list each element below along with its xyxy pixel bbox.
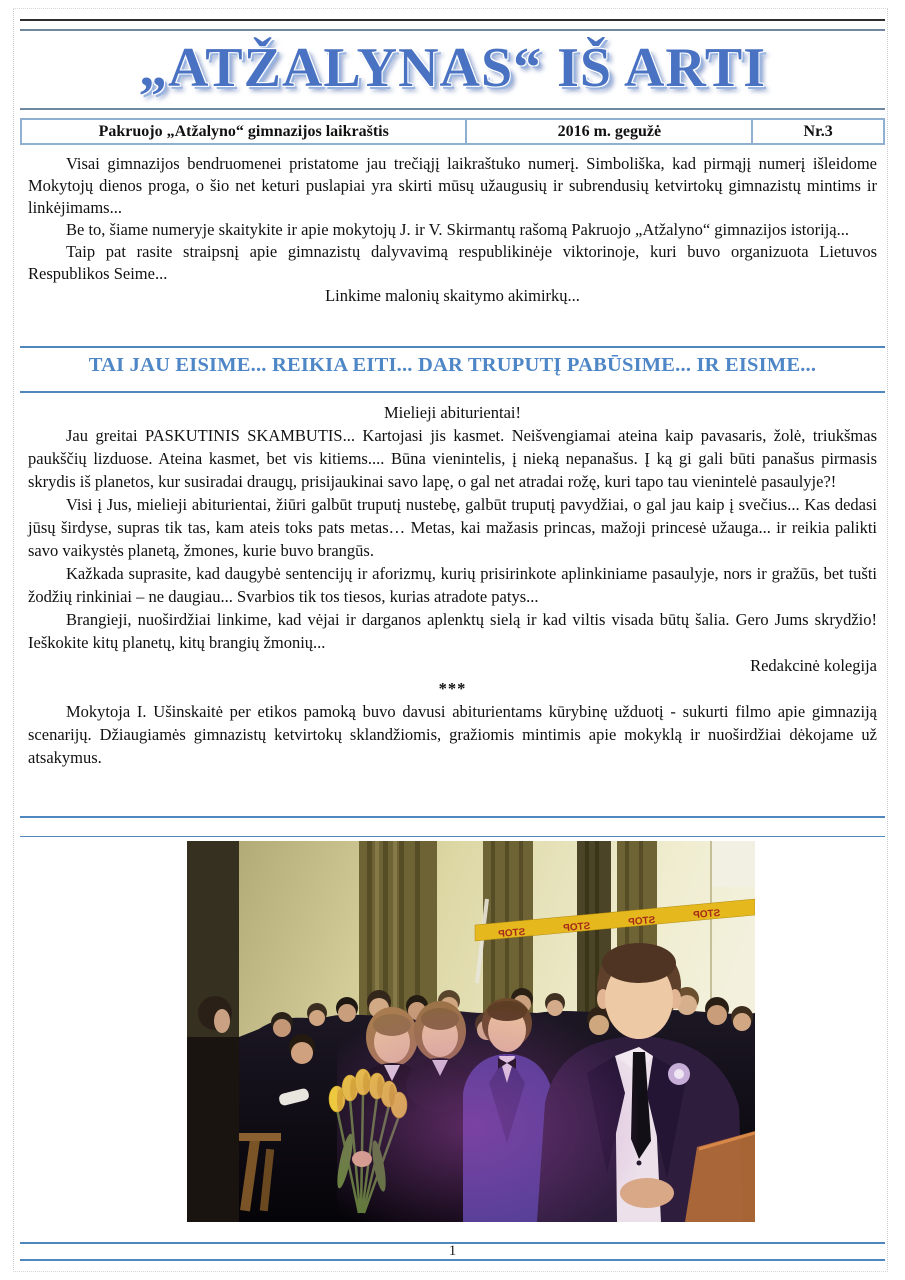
masthead [20, 29, 885, 110]
intro-closing-line: Linkime malonių skaitymo akimirkų... [325, 286, 580, 305]
tape-text: STOP [627, 914, 656, 929]
article-note: Mokytoja I. Ušinskaitė per etikos pamoką buvo davusi abiturientams kūrybinę užduotį - sukurti filmo apie gimnaziją scenarijų. Džiaugiamės gimnazistų ketvirtokų sklandžiomis, gražiomis mintimis apie mokyklą ir nuoširdžiai dėkojame už atsakymus. [28, 702, 877, 767]
top-rule [20, 19, 885, 21]
intro-paragraph-2: Be to, šiame numeryje skaitykite ir apie mokytojų J. ir V. Skirmantų rašomą Pakruojo „Atžalyno“ gimnazijos istoriją... [66, 220, 850, 239]
article-salutation: Mielieji abiturientai! [384, 403, 521, 422]
tape-text: STOP [497, 926, 526, 941]
article-heading: TAI JAU EISIME... REIKIA EITI... DAR TRUPUTĮ PABŪSIME... IR EISIME... [88, 354, 817, 376]
article-paragraph-2: Visi į Jus, mielieji abiturientai, žiūri galbūt truputį nustebę, galbūt truputį pavydžiai, o gal jau kaip į svečius... Kas dedasi jūsų širdyse, supras tik tas, kam ateis toks pats metas… Metas, kai mažasis princas, mažoji princesė užauga... ir reikia palikti savo vaikystės planetą, žmones, kurie buvo brangūs. [28, 495, 877, 560]
article-paragraph-4: Brangieji, nuoširdžiai linkime, kad vėjai ir darganos aplenktų sielą ir kad viltis visada būtų šalia. Gero Jums skrydžio! Ieškokite kitų planetų, kitų brangių žmonių... [28, 610, 877, 652]
heading-rule-bottom [20, 391, 885, 393]
page-margin-guide-top [13, 8, 888, 9]
page-number: 1 [448, 1243, 457, 1259]
page-margin-guide-left [13, 8, 14, 1272]
article-signature: Redakcinė kolegija [750, 656, 877, 675]
audience-photo-graphic [187, 841, 755, 1222]
article-paragraph-3: Kažkada suprasite, kad daugybė sentencijų ir aforizmų, kurių prisirinkote aplinkiniame pasaulyje, nors ir gražūs, bet tušti žodžių rinkiniai – ne daugiau... Svarbios tik tos tiesos, kurias atradote patys... [28, 564, 877, 606]
audience-photo [187, 841, 755, 1222]
page-margin-guide-right [887, 8, 888, 1272]
section-separator: *** [438, 679, 467, 698]
footer-rule-bottom [20, 1259, 885, 1261]
article-section [28, 401, 877, 769]
newspaper-title: „ATŽALYNAS“ IŠ ARTI [138, 36, 766, 99]
tape-text: STOP [562, 920, 591, 935]
photo-left-dark-edge [187, 841, 243, 1222]
heading-rule-top [20, 346, 885, 348]
intro-paragraph-3: Taip pat rasite straipsnį apie gimnazistų dalyvavimą respublikinėje viktorinoje, kuri buvo organizuota Lietuvos Respublikos Seime... [28, 242, 877, 283]
photo-purple-light [337, 1011, 637, 1222]
intro-section [28, 153, 877, 307]
issue-info-table [20, 118, 885, 145]
photo-rule-bottom [20, 836, 885, 837]
tape-text: STOP [692, 907, 721, 922]
issue-date: 2016 m. gegužė [465, 120, 751, 143]
publication-name: Pakruojo „Atžalyno“ gimnazijos laikraštis [98, 122, 389, 140]
issue-number: Nr.3 [751, 120, 883, 143]
page-margin-guide-bottom [13, 1271, 888, 1272]
intro-paragraph-1: Visai gimnazijos bendruomenei pristatome jau trečiąjį laikraštuko numerį. Simboliška, kad pirmąjį numerį išleidome Mokytojų dienos proga, o šio net keturi puslapiai yra skirti mūsų užaugusių ir subrendusių ketvirtokų gimnazistų mintims ir linkėjimams... [28, 154, 877, 217]
article-paragraph-1: Jau greitai PASKUTINIS SKAMBUTIS... Kartojasi jis kasmet. Neišvengiamai ateina kaip pavasaris, žolė, triukšmas paukščių lizduose. Ateina kasmet, bet vis kitiems.... Būna vienintelis, į nieką nepanašus. Į ką gi gali būti panašus pirmasis skrydis iš planetos, kur susiradai draugų, prisijaukinai savo lapę, o gal net atradai rožę, kuri tapo tau vienintelė pasaulyje?! [28, 426, 877, 491]
photo-rule-top [20, 816, 885, 818]
